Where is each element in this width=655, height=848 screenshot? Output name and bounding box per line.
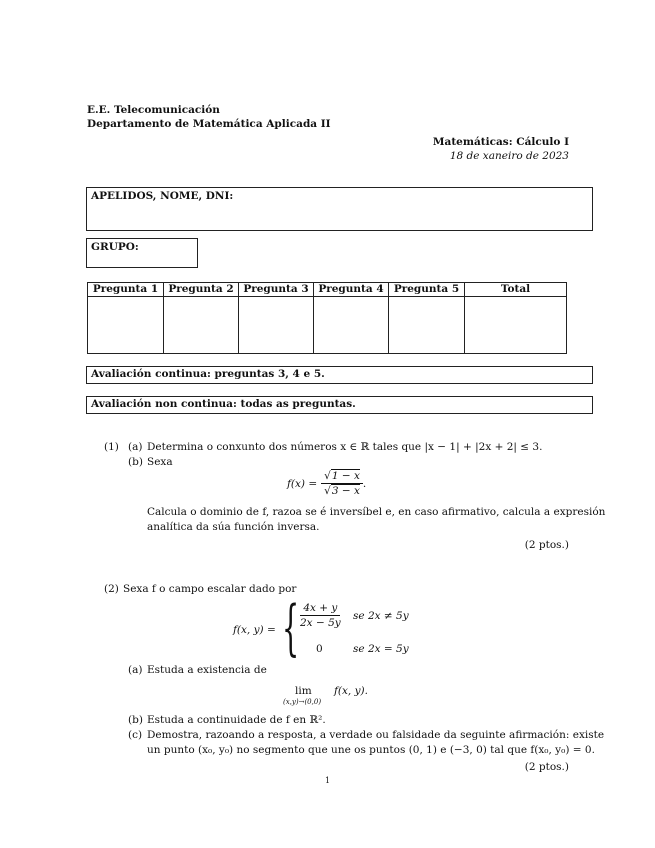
q1-formula-fraction: $\frac{√1 - x}{√3 - x}$ xyxy=(321,470,363,497)
q1-a-text: Determina o conxunto dos números x ∈ ℝ tales que |x − 1| + |2x + 2| ≤ 3. xyxy=(147,441,543,453)
grades-table xyxy=(87,282,567,354)
grades-header-cell: Total xyxy=(465,283,567,297)
score-cell-q2[interactable] xyxy=(164,297,239,354)
q1-formula: f(x) = $\frac{√1 - x}{√3 - x}$ . xyxy=(287,470,367,497)
q1-formula-denominator: 3 − x xyxy=(331,485,360,497)
q2-c-line1: Demostra, razoando a resposta, a verdade ou falsidade da seguinte afirmación: existe xyxy=(147,729,605,741)
q2-limit-expression: f(x, y). xyxy=(334,685,368,697)
grades-header-cell: Pregunta 1 xyxy=(88,283,164,297)
score-cell-q1[interactable] xyxy=(88,297,164,354)
score-cell-q4[interactable] xyxy=(314,297,389,354)
name-box[interactable] xyxy=(86,187,593,231)
q2-points: (2 ptos.) xyxy=(524,761,569,773)
grades-header-row xyxy=(88,283,567,297)
q1-formula-numerator: 1 − x xyxy=(331,470,360,482)
q2-case1-fraction xyxy=(297,602,344,629)
school-name: E.E. Telecomunicación xyxy=(87,104,220,116)
q2-b-label: (b) xyxy=(128,714,143,726)
q1-b-label: (b) xyxy=(128,456,143,468)
grades-header-cell: Pregunta 5 xyxy=(389,283,465,297)
grades-header-cell: Pregunta 4 xyxy=(314,283,389,297)
noncontinuous-eval-text: Avaliación non continua: todas as preguntas. xyxy=(91,398,356,410)
q2-c-label: (c) xyxy=(128,729,143,741)
q1-body-line1: Calcula o dominio de f, razoa se é inversíbel e, en caso afirmativo, calcula a expresión xyxy=(147,506,606,518)
q2-a-label: (a) xyxy=(128,664,143,676)
exam-date: 18 de xaneiro de 2023 xyxy=(449,150,569,162)
q2-case1-denominator: 2x − 5y xyxy=(300,617,341,629)
continuous-eval-text: Avaliación continua: preguntas 3, 4 e 5. xyxy=(91,368,325,380)
grades-score-row xyxy=(88,297,567,354)
q1-points: (2 ptos.) xyxy=(524,539,569,551)
q2-intro: Sexa f o campo escalar dado por xyxy=(123,583,297,595)
q2-case1 xyxy=(297,602,344,629)
q2-case1-condition: se 2x ≠ 5y xyxy=(353,610,409,622)
department-name: Departamento de Matemática Aplicada II xyxy=(87,118,331,130)
grades-header-cell: Pregunta 2 xyxy=(164,283,239,297)
score-cell-q5[interactable] xyxy=(389,297,465,354)
page-number: 1 xyxy=(325,776,331,785)
q2-b-text: Estuda a continuidade de f en ℝ². xyxy=(147,714,326,726)
q1-a-label: (a) xyxy=(128,441,143,453)
q2-limit-word: lim xyxy=(295,685,312,697)
name-box-label: APELIDOS, NOME, DNI: xyxy=(91,190,234,202)
q2-limit-subscript: (x,y)→(0,0) xyxy=(283,698,322,706)
q2-lhs: f(x, y) = xyxy=(233,624,276,636)
q2-c-line2: un punto (x₀, y₀) no segmento que une os puntos (0, 1) e (−3, 0) tal que f(x₀, y₀) = 0. xyxy=(147,744,595,756)
q2-case2-value: 0 xyxy=(316,643,323,655)
score-cell-total[interactable] xyxy=(465,297,567,354)
q2-a-text: Estuda a existencia de xyxy=(147,664,267,676)
continuous-eval-box xyxy=(86,366,593,384)
q1-b-text: Sexa xyxy=(147,456,173,468)
q1-number: (1) xyxy=(104,441,119,453)
grades-header-cell: Pregunta 3 xyxy=(239,283,314,297)
q1-body-line2: analítica da súa función inversa. xyxy=(147,521,320,533)
left-brace: { xyxy=(282,593,300,663)
q2-case1-numerator: 4x + y xyxy=(300,602,340,616)
course-title: Matemáticas: Cálculo I xyxy=(432,136,569,148)
q2-number: (2) xyxy=(104,583,119,595)
q1-formula-lhs: f(x) = xyxy=(287,477,318,490)
noncontinuous-eval-box xyxy=(86,396,593,414)
group-box[interactable] xyxy=(86,238,198,268)
score-cell-q3[interactable] xyxy=(239,297,314,354)
group-box-label: GRUPO: xyxy=(91,241,139,253)
q2-case2-condition: se 2x = 5y xyxy=(353,643,409,655)
